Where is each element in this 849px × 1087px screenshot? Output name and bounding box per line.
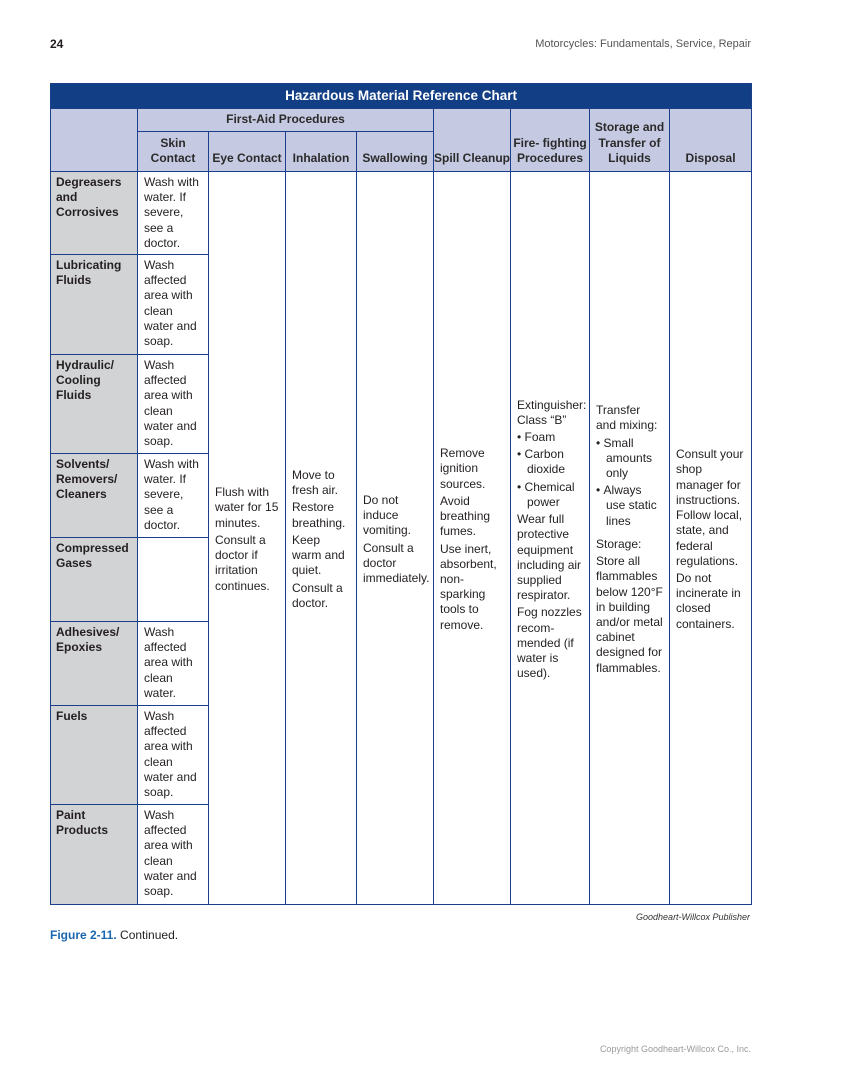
inhalation-cell (286, 172, 357, 905)
fire-bullet-text: Carbon dioxide (524, 447, 566, 477)
fire-intro: Extinguisher: Class “B” (517, 397, 587, 427)
figure-caption (50, 928, 178, 942)
row-label: Hydraulic/ Cooling Fluids (51, 355, 138, 454)
skin-contact-cell: Wash affected area with clean water and soap. (138, 355, 209, 454)
storage-intro: Transfer and mixing: (596, 403, 658, 433)
col-header-spill: Spill Cleanup (434, 109, 511, 172)
storage-bullet: • Always use static lines (596, 483, 657, 528)
row-label: Solvents/ Removers/ Cleaners (51, 454, 138, 538)
col-header-eye: Eye Contact (209, 132, 286, 172)
skin-contact-cell: Wash with water. If severe, see a doctor. (138, 172, 209, 255)
row-label: Compressed Gases (51, 538, 138, 622)
spill-text: Avoid breathing fumes. (440, 493, 491, 539)
swallowing-text: Do not induce vomiting. (363, 492, 412, 538)
fire-bullet: • Foam (517, 430, 556, 445)
row-label: Lubricating Fluids (51, 255, 138, 355)
inhalation-text: Restore breathing. (292, 500, 346, 530)
storage-bullet-text: Small amounts only (603, 435, 653, 481)
header-blank (51, 109, 138, 172)
row-label: Degreasers and Corrosives (51, 172, 138, 255)
skin-contact-cell: Wash affected area with clean water. (138, 622, 209, 706)
fire-bullet: • Carbon dioxide (517, 447, 566, 477)
spill-text: Use inert, absorbent, non-sparking tools to remove. (440, 541, 497, 632)
fire-bullet-text: Chemical power (524, 479, 575, 509)
fire-bullet: • Chemical power (517, 479, 575, 509)
inhalation-text: Keep warm and quiet. (292, 532, 345, 578)
chart-title: Hazardous Material Reference Chart (51, 84, 752, 109)
swallowing-text: Consult a doctor immediately. (363, 540, 430, 585)
col-header-disposal: Disposal (670, 109, 752, 172)
page-number: 24 (50, 37, 64, 51)
storage-bullet-text: Always use static lines (603, 483, 657, 528)
col-header-swallowing: Swallowing (357, 132, 434, 172)
skin-contact-cell: Wash affected area with clean water and soap. (138, 255, 209, 355)
spill-cleanup-cell (434, 172, 511, 905)
skin-contact-cell: Wash with water. If severe, see a doctor. (138, 454, 209, 538)
running-head: Motorcycles: Fundamentals, Service, Repair (535, 38, 751, 50)
skin-contact-cell (138, 538, 209, 622)
inhalation-text: Move to fresh air. (292, 468, 339, 498)
col-header-storage: Storage and Transfer of Liquids (590, 109, 670, 172)
skin-contact-cell: Wash affected area with clean water and soap. (138, 706, 209, 805)
row-label: Fuels (51, 706, 138, 805)
storage-transfer-cell (590, 172, 670, 905)
inhalation-text: Consult a doctor. (292, 580, 343, 610)
first-aid-group-header: First-Aid Procedures (138, 109, 434, 132)
eye-text: Flush with water for 15 minutes. (215, 485, 279, 530)
spill-text: Remove ignition sources. (440, 446, 486, 491)
row-label: Adhesives/ Epoxies (51, 622, 138, 706)
storage-label: Storage: (596, 536, 642, 551)
copyright-notice: Copyright Goodheart-Willcox Co., Inc. (599, 1044, 751, 1054)
col-header-fire: Fire- fighting Procedures (511, 109, 590, 172)
eye-contact-cell (209, 172, 286, 905)
disposal-text: Consult your shop manager for instructions. Follow local, state, and federal regulations. (676, 447, 744, 568)
figure-label: Figure 2-11. (50, 928, 117, 942)
caption-text: Continued. (120, 928, 179, 942)
fire-note: Fog nozzles recom- mended (if water is used). (517, 605, 582, 681)
fire-bullet-text: Foam (524, 430, 556, 445)
swallowing-cell (357, 172, 434, 905)
disposal-cell (670, 172, 752, 905)
image-credit: Goodheart-Willcox Publisher (636, 912, 750, 922)
firefighting-cell (511, 172, 590, 905)
eye-text: Consult a doctor if irritation continues. (215, 532, 270, 593)
col-header-inhalation: Inhalation (286, 132, 357, 172)
fire-note: Wear full protective equipment including air supplied respirator. (517, 512, 582, 603)
hazardous-material-chart (50, 83, 751, 905)
row-label: Paint Products (51, 805, 138, 905)
col-header-skin: Skin Contact (138, 132, 209, 172)
storage-text: Store all flammables below 120°F in building and/or metal cabinet designed for flammables. (596, 554, 663, 675)
disposal-text: Do not incinerate in closed containers. (676, 570, 741, 631)
storage-bullet: • Small amounts only (596, 435, 653, 481)
skin-contact-cell: Wash affected area with clean water and soap. (138, 805, 209, 905)
